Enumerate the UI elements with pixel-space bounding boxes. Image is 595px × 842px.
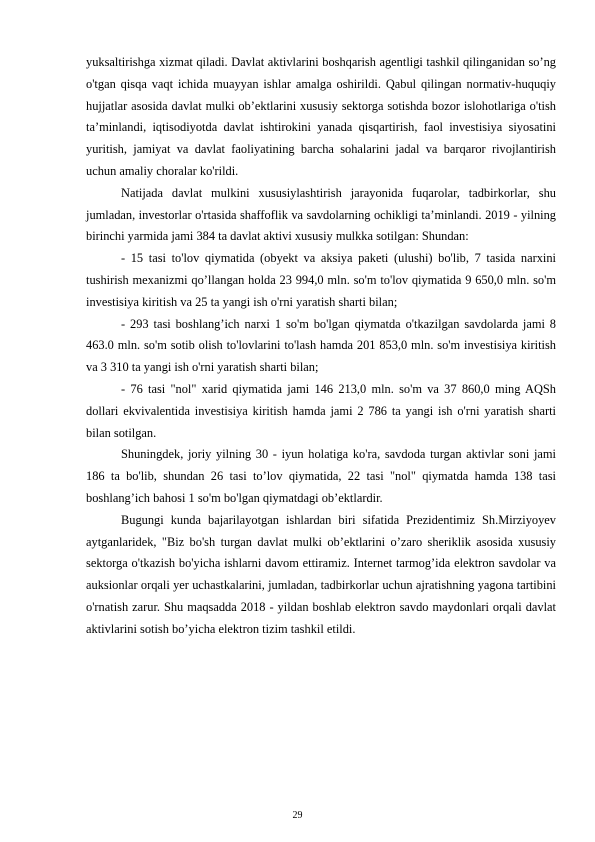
list-item-2: - 293 tasi boshlang’ich narxi 1 so'm bo'lgan qiymatda o'tkazilgan savdolarda jami 8 463.0 mln. so'm sotib olish to'lovlarini to'lash hamda 201 853,0 mln. so'm investisiya kiritish va 3 310 ta yangi ish o'rni yaratish sharti bilan;	[86, 316, 556, 375]
paragraph-2: Natijada davlat mulkini xususiylashtirish jarayonida fuqarolar, tadbirkorlar, shu jumladan, investorlar o'rtasida shaffoflik va savdolarning ochikligi taʼminlandi. 2019 - yilning birinchi yarmida jami 384 ta davlat aktivi xususiy mulkka sotilgan: Shundan:	[86, 185, 556, 244]
paragraph-1: yuksaltirishga xizmat qiladi. Davlat aktivlarini boshqarish agentligi tashkil qilinganidan so’ng o'tgan qisqa vaqt ichida muayyan ishlar amalga oshirildi. Qabul qilingan normativ-huquqiy hujjatlar asosida davlat mulki obʼektlarini xususiy sektorga sotishda bozor islohotlariga o'tish taʼminlandi, iqtisodiyotda davlat ishtirokini yanada qisqartirish, faol investisiya siyosatini yuritish, jamiyat va davlat faoliyatining barcha sohalarini jadal va barqaror rivojlantirish uchun amaliy choralar ko'rildi.	[86, 55, 556, 178]
page-number: 29	[292, 810, 303, 821]
paragraph-4: Bugungi kunda bajarilayotgan ishlardan biri sifatida Prezidentimiz Sh.Mirziyoyev aytganlaridek, "Biz bo'sh turgan davlat mulki obʼektlarini o’zaro sheriklik asosida xususiy sektorga o'tkazish bo'yicha ishlarni davom ettiramiz. Internet tarmog’ida elektron savdolar va auksionlar orqali yer uchastkalarini, jumladan, tadbirkorlar uchun ajratishning yagona tartibini o'rnatish zarur. Shu maqsadda 2018 - yildan boshlab elektron savdo maydonlari orqali davlat aktivlarini sotish bo’yicha elektron tizim tashkil etildi.	[86, 512, 556, 636]
paragraph-3: Shuningdek, joriy yilning 30 - iyun holatiga ko'ra, savdoda turgan aktivlar soni jami 186 ta bo'lib, shundan 26 tasi to’lov qiymatida, 22 tasi "nol" qiymatda hamda 138 tasi boshlang’ich bahosi 1 so'm bo'lgan qiymatdagi obʼektlardir.	[86, 447, 556, 505]
list-item-3: - 76 tasi "nol" xarid qiymatida jami 146 213,0 mln. so'm va 37 860,0 ming AQSh dollari ekvivalentida investisiya kiritish hamda jami 2 786 ta yangi ish o'rni yaratish sharti bilan sotilgan.	[86, 381, 556, 440]
document-body	[86, 52, 556, 641]
list-item-1: - 15 tasi to'lov qiymatida (obyekt va aksiya paketi (ulushi) bo'lib, 7 tasida narxini tushirish mexanizmi qo’llangan holda 23 994,0 mln. so'm to'lov qiymatida 9 650,0 mln. so'm investisiya kiritish va 25 ta yangi ish o'rni yaratish sharti bilan;	[86, 251, 556, 309]
